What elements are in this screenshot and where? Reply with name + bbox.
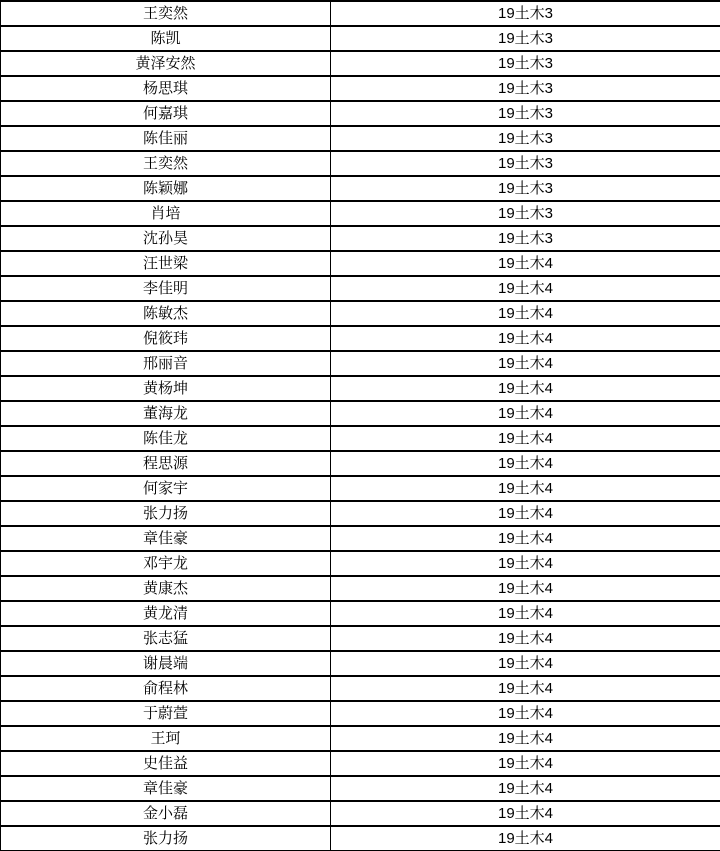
class-label-cell: 19土木4	[331, 576, 720, 601]
table-row	[1, 151, 720, 176]
student-name-cell: 何家宇	[1, 476, 331, 501]
student-name-cell: 何嘉琪	[1, 101, 331, 126]
class-label-cell: 19土木4	[331, 551, 720, 576]
table-row	[1, 1, 720, 26]
student-name-cell: 史佳益	[1, 751, 331, 776]
student-name-cell: 倪筱玮	[1, 326, 331, 351]
class-label-cell: 19土木4	[331, 651, 720, 676]
student-name-cell: 王奕然	[1, 151, 331, 176]
class-label-cell: 19土木4	[331, 251, 720, 276]
student-name-cell: 于蔚萱	[1, 701, 331, 726]
class-label-cell: 19土木4	[331, 526, 720, 551]
class-label-cell: 19土木4	[331, 801, 720, 826]
class-label-cell: 19土木4	[331, 401, 720, 426]
student-name-cell: 王珂	[1, 726, 331, 751]
student-name-cell: 王奕然	[1, 1, 331, 26]
class-label-cell: 19土木4	[331, 826, 720, 851]
table-row	[1, 401, 720, 426]
table-row	[1, 101, 720, 126]
student-name-cell: 程思源	[1, 451, 331, 476]
student-name-cell: 杨思琪	[1, 76, 331, 101]
table-row	[1, 326, 720, 351]
table-row	[1, 551, 720, 576]
class-label-cell: 19土木3	[331, 126, 720, 151]
class-label-cell: 19土木3	[331, 176, 720, 201]
table-row	[1, 601, 720, 626]
class-label-cell: 19土木3	[331, 201, 720, 226]
class-label-cell: 19土木3	[331, 76, 720, 101]
class-label-cell: 19土木4	[331, 326, 720, 351]
table-row	[1, 501, 720, 526]
student-name-cell: 陈佳龙	[1, 426, 331, 451]
class-label-cell: 19土木3	[331, 51, 720, 76]
roster-table-body	[1, 1, 720, 851]
table-row	[1, 176, 720, 201]
class-label-cell: 19土木4	[331, 701, 720, 726]
table-row	[1, 801, 720, 826]
student-name-cell: 黄杨坤	[1, 376, 331, 401]
table-row	[1, 301, 720, 326]
table-row	[1, 476, 720, 501]
table-row	[1, 651, 720, 676]
student-name-cell: 邓宇龙	[1, 551, 331, 576]
student-name-cell: 李佳明	[1, 276, 331, 301]
student-name-cell: 董海龙	[1, 401, 331, 426]
table-row	[1, 701, 720, 726]
table-row	[1, 251, 720, 276]
table-row	[1, 426, 720, 451]
class-label-cell: 19土木4	[331, 601, 720, 626]
class-label-cell: 19土木4	[331, 351, 720, 376]
table-row	[1, 351, 720, 376]
class-label-cell: 19土木4	[331, 376, 720, 401]
table-row	[1, 376, 720, 401]
class-label-cell: 19土木3	[331, 226, 720, 251]
table-row	[1, 776, 720, 801]
class-label-cell: 19土木4	[331, 276, 720, 301]
table-row	[1, 626, 720, 651]
class-label-cell: 19土木4	[331, 476, 720, 501]
table-row	[1, 526, 720, 551]
student-name-cell: 陈凯	[1, 26, 331, 51]
table-row	[1, 576, 720, 601]
class-label-cell: 19土木4	[331, 776, 720, 801]
class-label-cell: 19土木3	[331, 1, 720, 26]
student-name-cell: 章佳豪	[1, 526, 331, 551]
student-name-cell: 黄龙清	[1, 601, 331, 626]
table-row	[1, 276, 720, 301]
student-name-cell: 邢丽音	[1, 351, 331, 376]
table-row	[1, 126, 720, 151]
student-name-cell: 陈佳丽	[1, 126, 331, 151]
student-name-cell: 黄康杰	[1, 576, 331, 601]
table-row	[1, 826, 720, 851]
class-label-cell: 19土木4	[331, 501, 720, 526]
table-row	[1, 751, 720, 776]
class-label-cell: 19土木3	[331, 151, 720, 176]
table-row	[1, 51, 720, 76]
student-name-cell: 张志猛	[1, 626, 331, 651]
student-name-cell: 沈孙昊	[1, 226, 331, 251]
table-row	[1, 726, 720, 751]
table-row	[1, 451, 720, 476]
class-label-cell: 19土木4	[331, 751, 720, 776]
table-row	[1, 226, 720, 251]
class-label-cell: 19土木4	[331, 451, 720, 476]
student-name-cell: 金小磊	[1, 801, 331, 826]
table-row	[1, 26, 720, 51]
student-name-cell: 汪世梁	[1, 251, 331, 276]
student-name-cell: 肖培	[1, 201, 331, 226]
table-row	[1, 201, 720, 226]
student-name-cell: 章佳豪	[1, 776, 331, 801]
student-name-cell: 张力扬	[1, 826, 331, 851]
class-label-cell: 19土木4	[331, 426, 720, 451]
student-name-cell: 陈敏杰	[1, 301, 331, 326]
class-label-cell: 19土木4	[331, 301, 720, 326]
class-label-cell: 19土木3	[331, 26, 720, 51]
student-name-cell: 黄泽安然	[1, 51, 331, 76]
student-name-cell: 俞程林	[1, 676, 331, 701]
class-label-cell: 19土木3	[331, 101, 720, 126]
class-label-cell: 19土木4	[331, 626, 720, 651]
student-name-cell: 陈颖娜	[1, 176, 331, 201]
class-label-cell: 19土木4	[331, 676, 720, 701]
student-name-cell: 谢晨端	[1, 651, 331, 676]
table-row	[1, 676, 720, 701]
table-row	[1, 76, 720, 101]
student-name-cell: 张力扬	[1, 501, 331, 526]
class-label-cell: 19土木4	[331, 726, 720, 751]
